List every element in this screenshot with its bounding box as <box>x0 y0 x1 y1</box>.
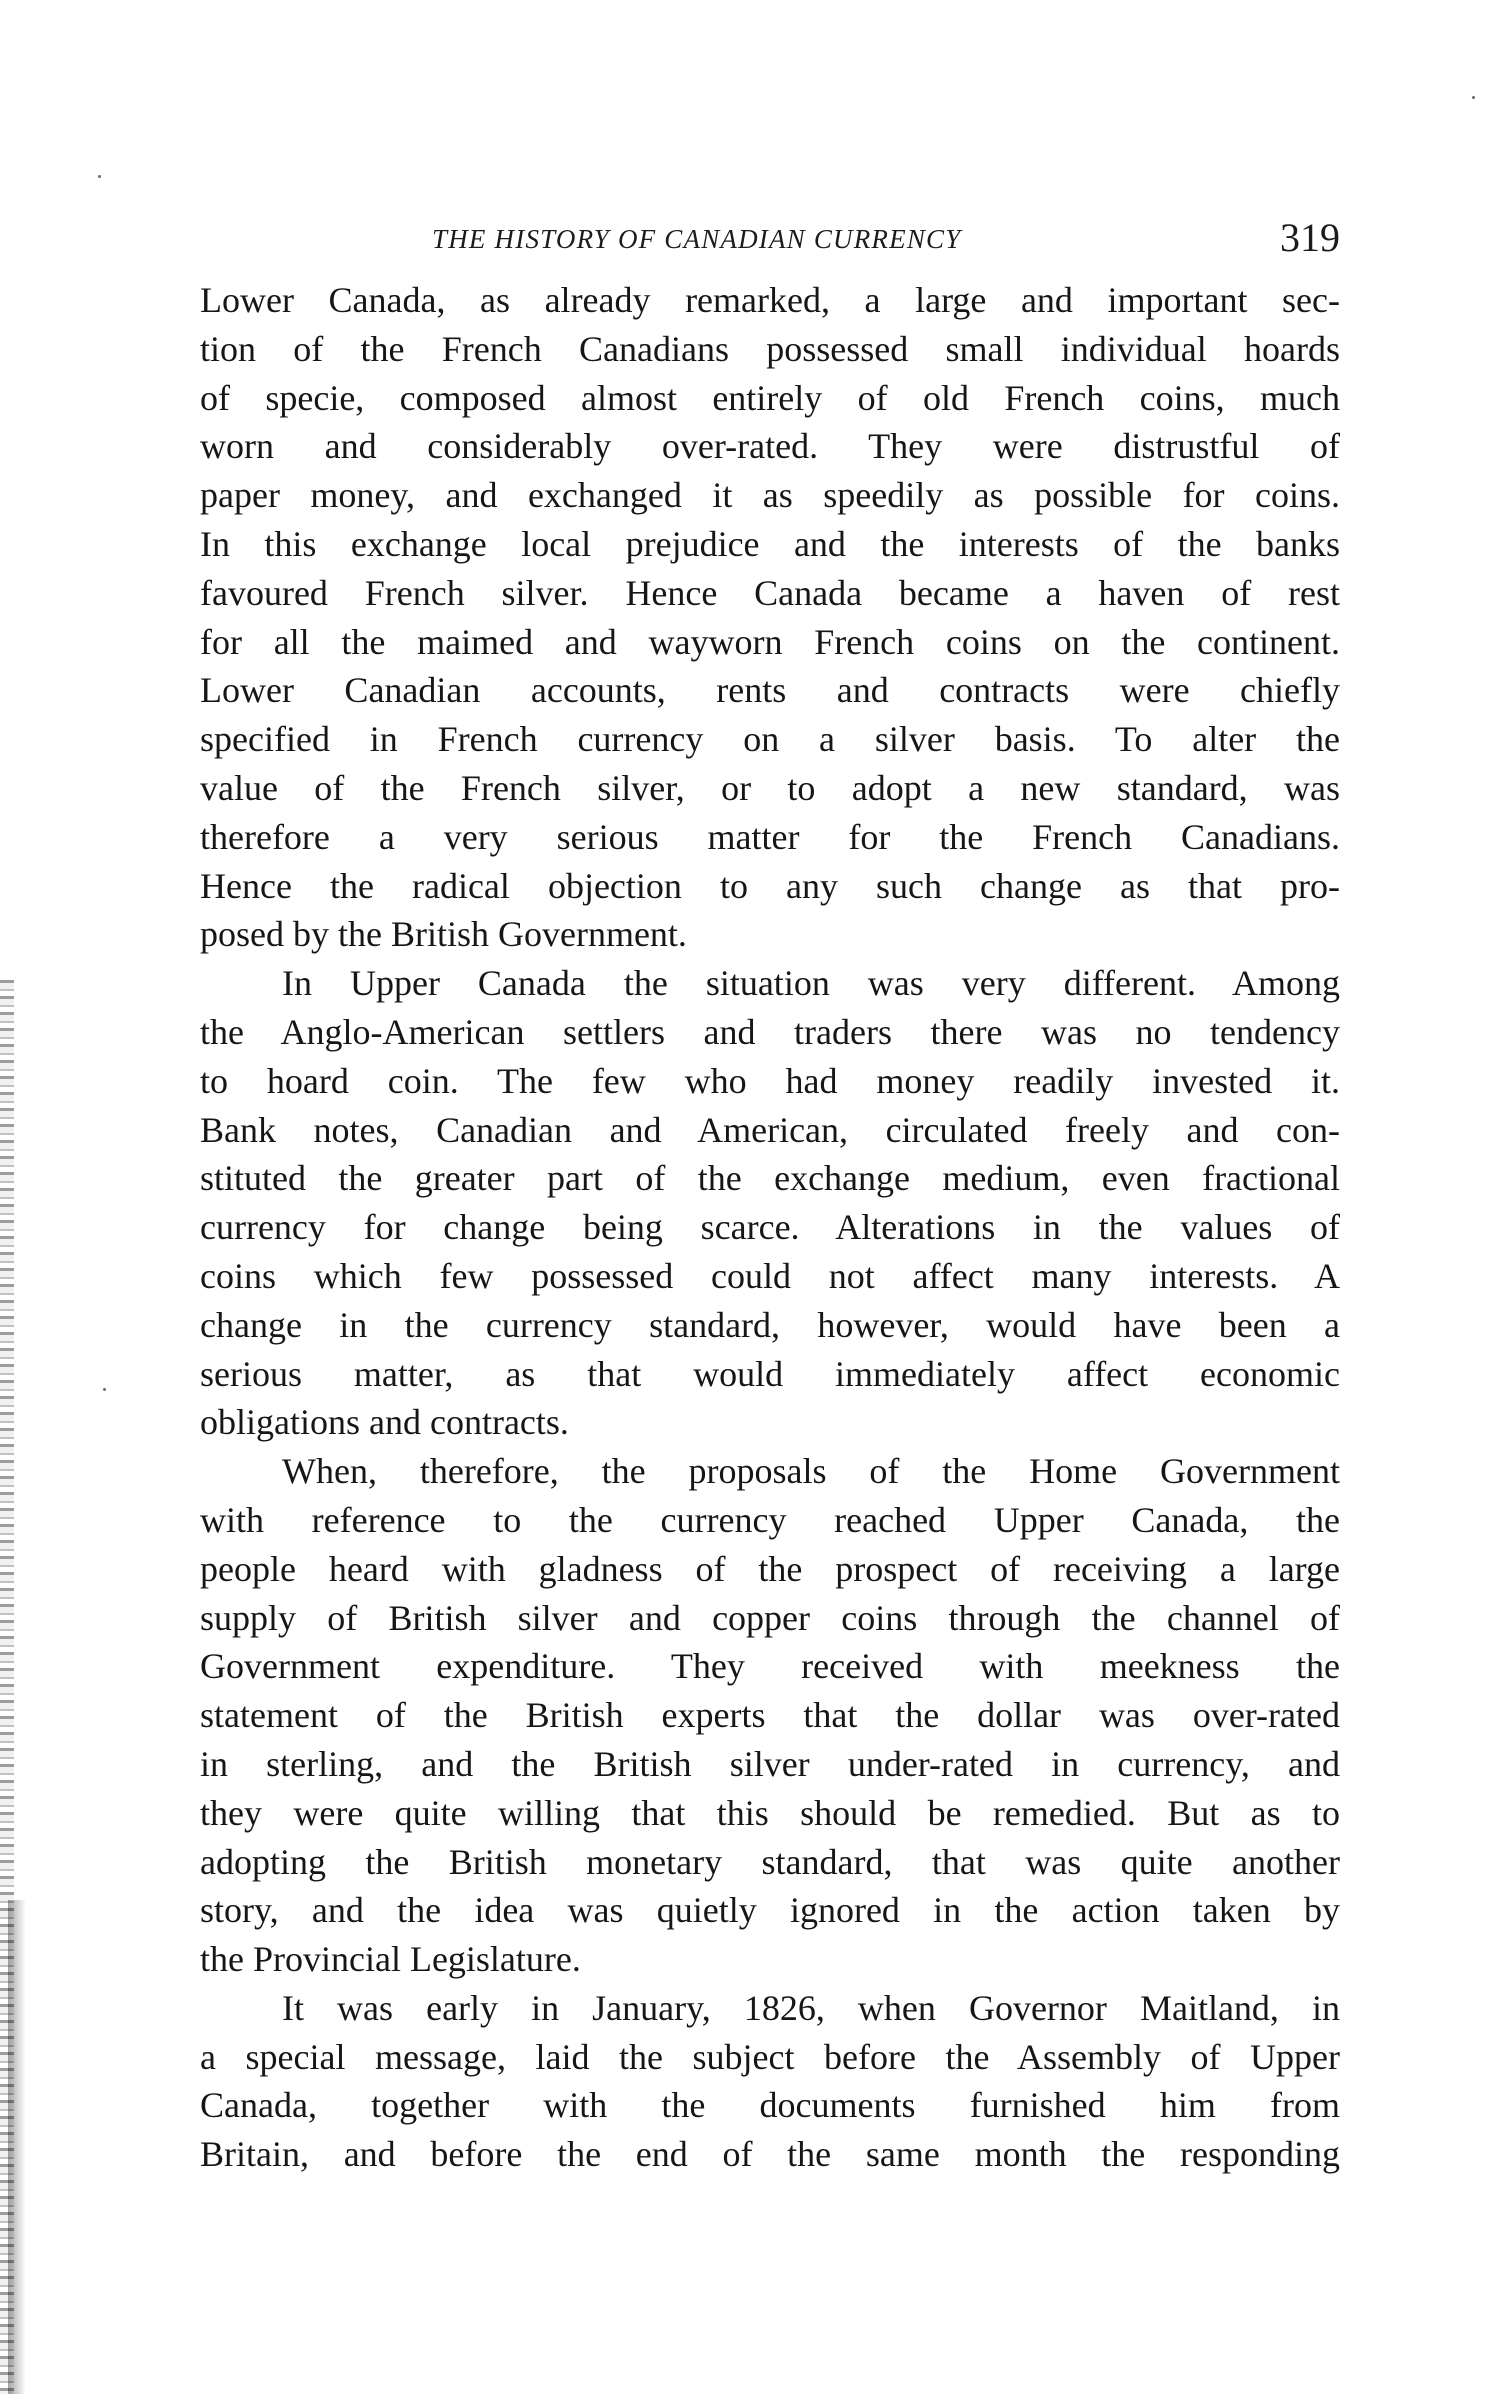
scan-speck <box>98 175 101 178</box>
scan-speck <box>1472 96 1475 99</box>
running-title: THE HISTORY OF CANADIAN CURRENCY <box>432 224 962 254</box>
text-line: story, and the idea was quietly ignored in the action taken by <box>200 1890 1340 1931</box>
text-line: the Anglo-American settlers and traders there was no tendency <box>200 1011 1340 1052</box>
text-line: specified in French currency on a silver basis. To alter the <box>200 719 1340 760</box>
text-line: a special message, laid the subject before the Assembly of Upper <box>200 2036 1340 2077</box>
text-line: stituted the greater part of the exchange medium, even fractional <box>200 1158 1340 1199</box>
text-line: the Provincial Legislature. <box>200 1939 581 1980</box>
text-line: statement of the British experts that the dollar was over-rated <box>200 1695 1340 1736</box>
text-line: serious matter, as that would immediately affect economic <box>200 1353 1340 1394</box>
text-line: for all the maimed and wayworn French coins on the continent. <box>200 621 1340 662</box>
text-line: in sterling, and the British silver under-rated in currency, and <box>200 1743 1340 1784</box>
text-line: favoured French silver. Hence Canada became a haven of rest <box>200 572 1340 613</box>
body-text <box>200 276 1340 2179</box>
text-line: to hoard coin. The few who had money readily invested it. <box>200 1060 1340 1101</box>
text-line: Bank notes, Canadian and American, circulated freely and con- <box>200 1109 1340 1150</box>
text-line: change in the currency standard, however, would have been a <box>200 1304 1340 1345</box>
text-line: Lower Canadian accounts, rents and contracts were chiefly <box>200 670 1340 711</box>
text-line: therefore a very serious matter for the French Canadians. <box>200 816 1340 857</box>
text-line: tion of the French Canadians possessed small individual hoards <box>200 328 1340 369</box>
text-line: coins which few possessed could not affect many interests. A <box>200 1255 1340 1296</box>
text-line: adopting the British monetary standard, that was quite another <box>200 1841 1340 1882</box>
text-line: Lower Canada, as already remarked, a large and important sec- <box>200 280 1340 320</box>
text-line: value of the French silver, or to adopt a new standard, was <box>200 767 1340 808</box>
text-line: they were quite willing that this should be remedied. But as to <box>200 1792 1340 1833</box>
text-line: of specie, composed almost entirely of old French coins, much <box>200 377 1340 418</box>
text-line: posed by the British Government. <box>200 914 687 955</box>
text-line: supply of British silver and copper coins through the channel of <box>200 1597 1340 1638</box>
text-line: Britain, and before the end of the same month the responding <box>200 2134 1340 2175</box>
text-line: Government expenditure. They received with meekness the <box>200 1646 1340 1687</box>
scan-speck <box>103 1388 106 1391</box>
text-line: with reference to the currency reached Upper Canada, the <box>200 1499 1340 1540</box>
text-line: Hence the radical objection to any such change as that pro- <box>200 865 1340 906</box>
text-line: currency for change being scarce. Alterations in the values of <box>200 1207 1340 1248</box>
text-line: people heard with gladness of the prospect of receiving a large <box>200 1548 1340 1589</box>
text-line: In this exchange local prejudice and the interests of the banks <box>200 523 1340 564</box>
text-line: It was early in January, 1826, when Governor Maitland, in <box>282 1987 1340 2028</box>
text-line: paper money, and exchanged it as speedily as possible for coins. <box>200 475 1340 516</box>
text-line: obligations and contracts. <box>200 1402 569 1443</box>
text-line: When, therefore, the proposals of the Home Government <box>282 1451 1340 1492</box>
running-head <box>200 215 1340 270</box>
scan-gutter-shadow-lower <box>8 1900 26 2394</box>
page-number: 319 <box>1280 215 1340 260</box>
text-line: In Upper Canada the situation was very different. Among <box>282 963 1340 1004</box>
text-line: Canada, together with the documents furnished him from <box>200 2085 1340 2126</box>
text-line: worn and considerably over-rated. They were distrustful of <box>200 426 1340 467</box>
